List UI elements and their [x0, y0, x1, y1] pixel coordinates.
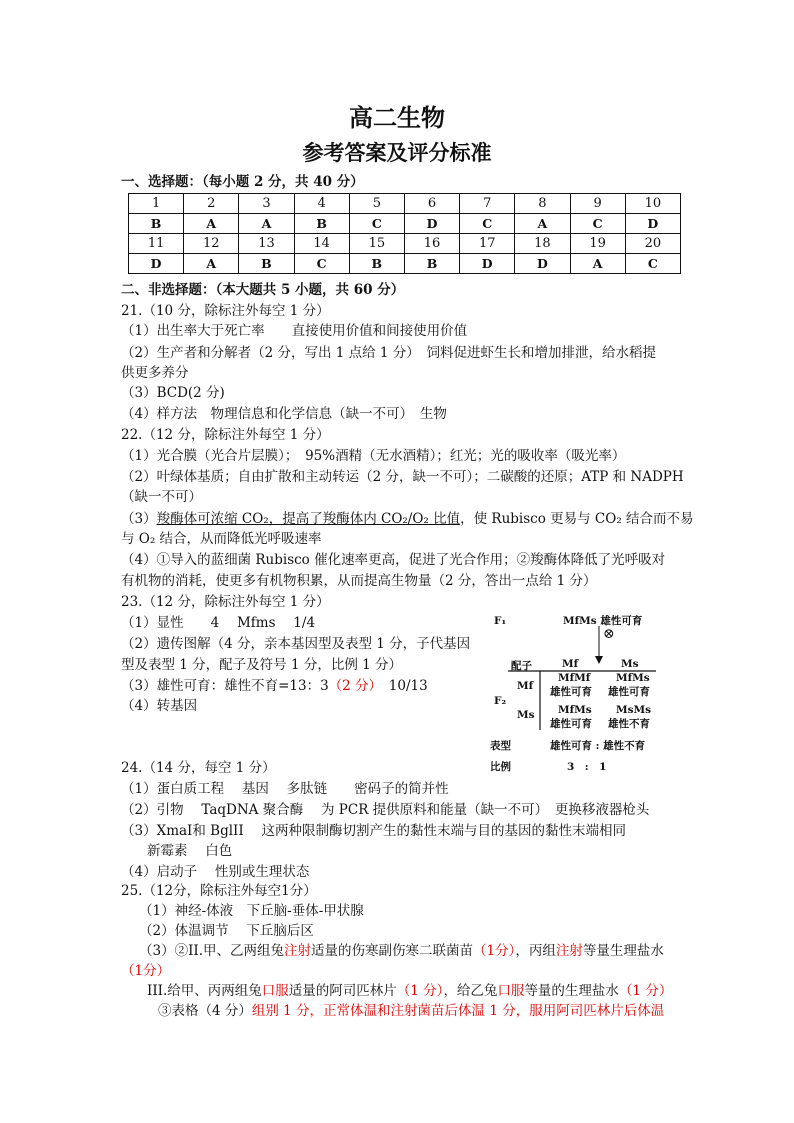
gamete-mf: Mf	[562, 658, 579, 670]
q25-l3-c: ，丙组	[515, 943, 556, 959]
cell-mfms: MfMs	[616, 672, 650, 684]
q25-l5-a: ③表格（4 分）	[158, 1003, 252, 1019]
cell-mfms-pheno: 雄性可育	[608, 686, 650, 698]
q25-line4	[147, 981, 672, 1001]
answer-cell-4: B	[294, 214, 349, 234]
q25-l3-inject: 注射	[284, 943, 312, 959]
q22-l3-rest: ，使 Rubisco 更易与 CO₂ 结合而不易	[460, 511, 694, 527]
question-number-cell-7: 7	[460, 194, 515, 214]
q25-l4-a: III.给甲、丙两组兔	[147, 983, 262, 999]
gamete-ms: Ms	[621, 658, 639, 670]
q22-line2b: （缺一不可）	[121, 489, 202, 505]
q23-line4: （4）转基因	[121, 698, 198, 714]
q22-line1: （1）光合膜（光合片层膜）； 95%酒精（无水酒精）；红光；光的吸收率（吸光率）	[121, 448, 626, 464]
answer-cell-1: D	[129, 254, 184, 274]
q25-line3	[139, 941, 664, 961]
answer-cell-4: C	[294, 254, 349, 274]
q25-l4-oral2: 口服	[497, 983, 525, 999]
answer-cell-9: A	[570, 254, 625, 274]
answer-cell-7: C	[460, 214, 515, 234]
q24-line1: （1）蛋白质工程 基因 多肽链 密码子的简并性	[121, 781, 449, 797]
q22-line4: （4）①导入的蓝细菌 Rubisco 催化速率更高，促进了光合作用；②羧酶体降低了光呼吸对	[121, 552, 666, 568]
cell-msms-pheno: 雄性不育	[608, 718, 650, 730]
f1-genotype: MfMs 雄性可育	[563, 615, 643, 627]
answer-cell-2: A	[184, 214, 239, 234]
cell-mfmf: MfMf	[558, 672, 591, 684]
question-number-cell-8: 18	[515, 234, 570, 254]
multiple-choice-answer-table	[128, 193, 681, 274]
q24-heading: 24.（14 分，每空 1 分）	[121, 760, 276, 776]
answer-cell-1: B	[129, 214, 184, 234]
cell-mfms-2: MfMs	[558, 704, 592, 716]
q23-line2b: 型及表型 1 分，配子及符号 1 分，比例 1 分）	[121, 657, 403, 673]
q25-l3-inject2: 注射	[555, 943, 583, 959]
answer-cell-5: C	[349, 214, 404, 234]
question-number-cell-10: 10	[625, 194, 680, 214]
question-number-cell-10: 20	[625, 234, 680, 254]
q25-l4-score1: （1 分）	[396, 983, 444, 999]
q25-l3-a: （3）②II.甲、乙两组兔	[139, 943, 285, 959]
q25-line1: （1）神经-体液 下丘脑-垂体-甲状腺	[139, 903, 364, 919]
question-number-cell-3: 13	[239, 234, 294, 254]
q25-l4-d: 等量的生理盐水	[524, 983, 619, 999]
q22-line4b: 有机物的消耗，使更多有机物积累，从而提高生物量（2 分，答出一点给 1 分）	[121, 573, 597, 589]
q25-line5	[158, 1001, 664, 1021]
question-number-cell-8: 8	[515, 194, 570, 214]
q25-l4-oral: 口服	[261, 983, 289, 999]
q25-l3-score1: （1分）	[473, 943, 516, 959]
answer-cell-10: D	[625, 214, 680, 234]
q23-l3-frac: 10/13	[375, 678, 428, 694]
question-number-cell-2: 2	[184, 194, 239, 214]
ratio-label: 比例	[490, 761, 511, 773]
q25-l5-criteria: 组别 1 分，正常体温和注射菌苗后体温 1 分，服用阿司匹林片后体温	[251, 1003, 665, 1019]
q21-line2b: 供更多养分	[121, 365, 189, 381]
q25-l3-d: 等量生理盐水	[582, 943, 664, 959]
q22-line3	[121, 509, 694, 529]
cell-mfms-2-pheno: 雄性可育	[550, 718, 592, 730]
question-number-cell-4: 4	[294, 194, 349, 214]
answer-cell-9: C	[570, 214, 625, 234]
q25-heading: 25.（12分，除标注外每空1分）	[121, 883, 317, 899]
q23-l3-score: （2 分）	[328, 678, 376, 694]
row-mf: Mf	[517, 680, 534, 692]
question-number-cell-6: 16	[404, 234, 459, 254]
table-row-answers-2	[129, 254, 681, 274]
phenotype-values: 雄性可育 : 雄性不育	[550, 740, 646, 752]
self-cross-symbol: ⊗	[603, 626, 615, 642]
genetic-cross-diagram	[488, 610, 668, 775]
question-number-cell-1: 1	[129, 194, 184, 214]
answer-cell-8: A	[515, 214, 570, 234]
q21-heading: 21.（10 分，除标注外每空 1 分）	[121, 303, 330, 319]
q25-l4-score2: （1 分）	[618, 983, 673, 999]
q24-line4: （4）启动子 性别或生理状态	[121, 864, 310, 880]
q25-l3-b: 适量的伤寒副伤寒二联菌苗	[311, 943, 474, 959]
answer-cell-8: D	[515, 254, 570, 274]
q23-line2: （2）遗传图解（4 分，亲本基因型及表型 1 分，子代基因	[121, 636, 471, 652]
page-title: 高二生物	[349, 103, 445, 132]
answer-cell-3: A	[239, 214, 294, 234]
question-number-cell-7: 17	[460, 234, 515, 254]
answer-cell-3: B	[239, 254, 294, 274]
q22-line3b: 与 O₂ 结合，从而降低光呼吸速率	[121, 531, 322, 547]
gamete-label: 配子	[511, 660, 532, 672]
table-row-numbers-1	[129, 194, 681, 214]
question-number-cell-4: 14	[294, 234, 349, 254]
question-number-cell-1: 11	[129, 234, 184, 254]
q21-line4: （4）样方法 物理信息和化学信息（缺一不可） 生物	[121, 406, 447, 422]
table-row-numbers-2	[129, 234, 681, 254]
question-number-cell-6: 6	[404, 194, 459, 214]
q22-l3-underlined: 羧酶体可浓缩 CO₂，提高了羧酶体内 CO₂/O₂ 比值	[156, 511, 461, 527]
q23-line3	[121, 676, 428, 696]
question-number-cell-9: 19	[570, 234, 625, 254]
q25-l4-c: ，给乙兔	[443, 983, 498, 999]
answer-cell-10: C	[625, 254, 680, 274]
q25-line2: （2）体温调节 下丘脑后区	[139, 923, 314, 939]
f1-label: F₁	[494, 615, 507, 627]
q22-line2: （2）叶绿体基质；自由扩散和主动转运（2 分，缺一不可）；二碳酸的还原；ATP 和 NADPH	[121, 469, 684, 485]
table-row-answers-1	[129, 214, 681, 234]
q21-line3: （3）BCD(2 分)	[121, 385, 225, 401]
q23-l3-ratio: （3）雄性可育：雄性不育=13：3	[121, 678, 329, 694]
phenotype-label: 表型	[490, 740, 511, 752]
q25-line3-score: （1分）	[121, 963, 171, 979]
ratio-values: 3 : 1	[567, 761, 607, 773]
question-number-cell-2: 12	[184, 234, 239, 254]
section1-heading: 一、选择题：（每小题 2 分，共 40 分）	[121, 174, 364, 190]
q22-heading: 22.（12 分，除标注外每空 1 分）	[121, 427, 330, 443]
answer-cell-6: D	[404, 214, 459, 234]
answer-cell-2: A	[184, 254, 239, 274]
answer-cell-5: B	[349, 254, 404, 274]
answer-cell-6: B	[404, 254, 459, 274]
q24-line3b: 新霉素 白色	[147, 843, 233, 859]
question-number-cell-5: 5	[349, 194, 404, 214]
row-ms: Ms	[517, 709, 535, 721]
q21-line2: （2）生产者和分解者（2 分，写出 1 点给 1 分） 饲料促进虾生长和增加排泄，给水稻提	[121, 345, 657, 361]
section2-heading: 二、非选择题：（本大题共 5 小题，共 60 分）	[121, 282, 405, 298]
question-number-cell-3: 3	[239, 194, 294, 214]
q25-l4-b: 适量的阿司匹林片	[288, 983, 397, 999]
question-number-cell-9: 9	[570, 194, 625, 214]
q24-line2: （2）引物 TaqDNA 聚合酶 为 PCR 提供原料和能量（缺一不可） 更换移液器枪头	[121, 802, 650, 818]
question-number-cell-5: 15	[349, 234, 404, 254]
cell-mfmf-pheno: 雄性可育	[550, 686, 592, 698]
q21-line1: （1）出生率大于死亡率 直接使用价值和间接使用价值	[121, 323, 468, 339]
answer-cell-7: D	[460, 254, 515, 274]
q22-l3-prefix: （3）	[121, 511, 157, 527]
page-subtitle: 参考答案及评分标准	[302, 140, 492, 165]
f2-label: F₂	[494, 695, 507, 707]
q24-line3: （3）XmaI和 BglII 这两种限制酶切割产生的黏性末端与目的基因的黏性末端相同	[121, 823, 627, 839]
q23-heading: 23.（12 分，除标注外每空 1 分）	[121, 594, 330, 610]
cell-msms: MsMs	[616, 704, 652, 716]
q23-line1: （1）显性 4 Mfms 1/4	[121, 615, 316, 631]
